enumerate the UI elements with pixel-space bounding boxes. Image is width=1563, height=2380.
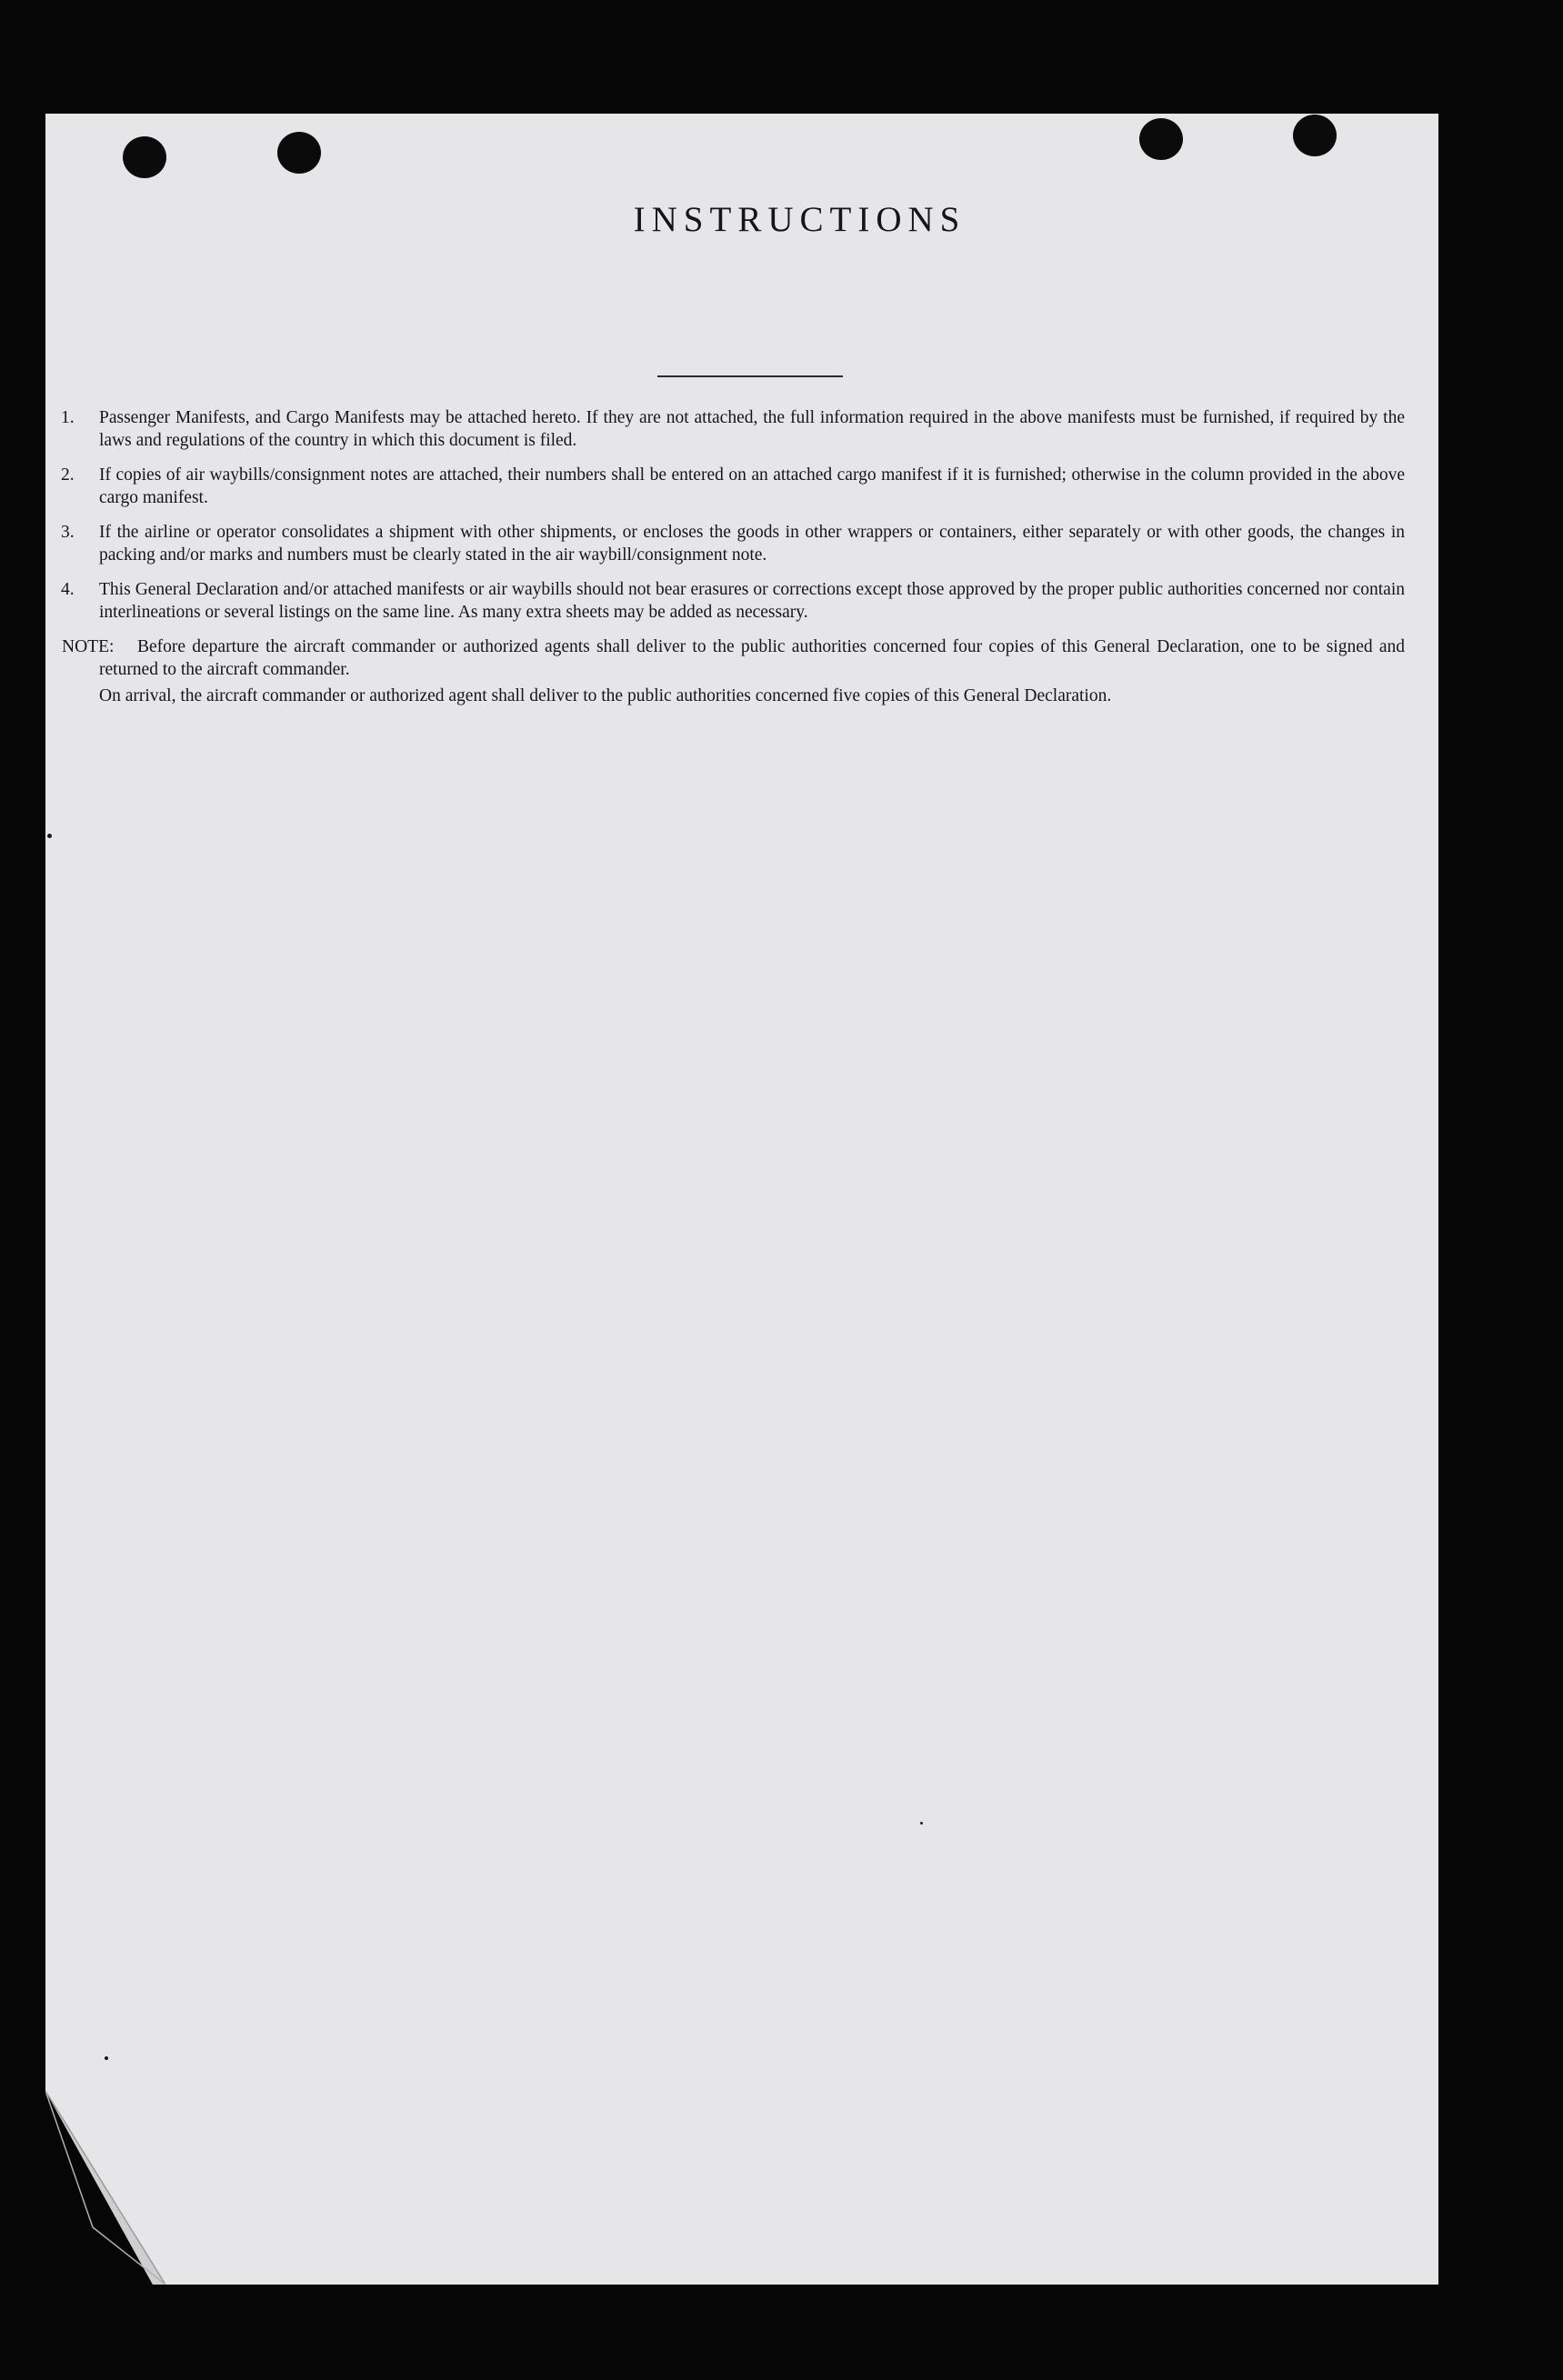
scan-speck: [105, 2056, 108, 2060]
note-block: [61, 635, 1405, 707]
instruction-number: 4.: [61, 580, 75, 599]
punch-hole: [123, 136, 166, 178]
instruction-item: [61, 521, 1405, 566]
instruction-item: [61, 578, 1405, 624]
instruction-number: 3.: [61, 523, 75, 542]
note-departure-text: Before departure the aircraft commander or authorized agents shall deliver to the public authorities concerned four copies of this General Declaration, one to be signed and returned to the aircraft commander.: [99, 637, 1405, 679]
note-arrival-text: On arrival, the aircraft commander or authorized agent shall deliver to the public authorities concerned five copies of this General Declaration.: [99, 686, 1112, 705]
punch-hole: [277, 132, 321, 174]
page-title: INSTRUCTIONS: [633, 200, 967, 239]
instructions-list: [61, 406, 1405, 707]
punch-hole: [1293, 115, 1337, 156]
instruction-text: If the airline or operator consolidates a shipment with other shipments, or encloses the goods in other wrappers or containers, either separately or with other goods, the changes in packing and/or marks and numbers must be clearly stated in the air waybill/consignment note.: [99, 523, 1405, 565]
instruction-item: [61, 406, 1405, 452]
punch-hole: [1139, 118, 1183, 160]
title-underline: [657, 375, 843, 377]
instruction-item: [61, 464, 1405, 509]
instruction-text: This General Declaration and/or attached manifests or air waybills should not bear erasures or corrections except those approved by the proper public authorities concerned nor contain interlineations or several listings on the same line. As many extra sheets may be added as necessary.: [99, 580, 1405, 622]
instruction-text: If copies of air waybills/consignment notes are attached, their numbers shall be entered on an attached cargo manifest if it is furnished; otherwise in the column provided in the above cargo manifest.: [99, 465, 1405, 507]
scan-speck: [47, 834, 52, 838]
instruction-number: 2.: [61, 465, 75, 485]
scan-speck: [920, 1822, 923, 1825]
instruction-text: Passenger Manifests, and Cargo Manifests may be attached hereto. If they are not attached, the full information required in the above manifests must be furnished, if required by the laws and regulations of the country in which this document is filed.: [99, 408, 1405, 450]
instruction-number: 1.: [61, 408, 75, 427]
folded-corner: [45, 2091, 165, 2285]
note-label: NOTE:: [62, 637, 115, 656]
